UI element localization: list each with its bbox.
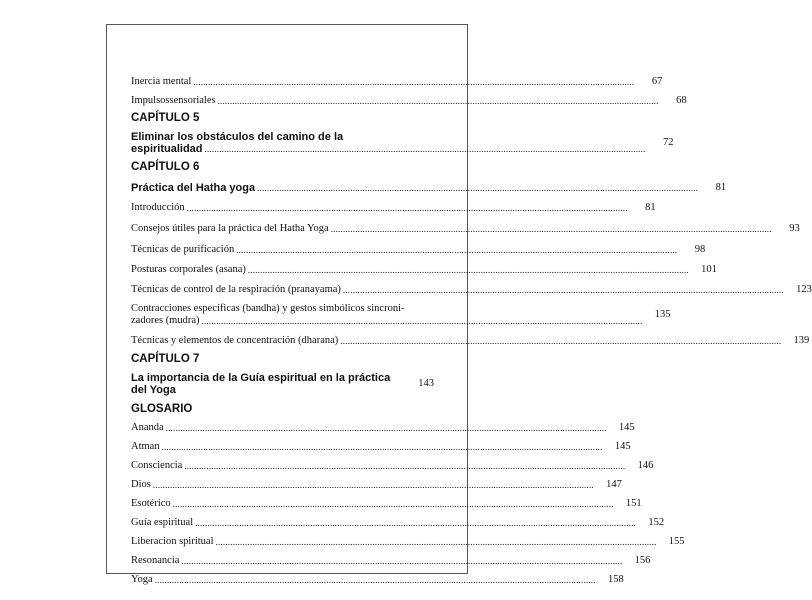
leader-dots [166,422,607,434]
toc-entry-title: La importancia de la Guía espiritual en la práctica [131,372,391,384]
toc-entry-title: Consejos útiles para la práctica del Hatha Yoga [131,223,329,234]
glossary-heading: GLOSARIO [131,403,193,415]
toc-entry-title: Técnicas de purificación [131,244,235,255]
glossary-entry [131,555,651,567]
toc-entry [131,131,674,155]
leader-dots [216,536,657,548]
leader-dots [343,284,784,296]
toc-entry-title: Técnicas y elementos de concentración (dharana) [131,335,339,346]
toc-entry [131,202,656,214]
toc-entry [131,76,663,88]
toc-entry-title: Introducción [131,202,185,213]
toc-entry-page: 123 [796,284,812,295]
leader-dots [257,182,698,194]
toc-entry-page: 93 [789,223,800,234]
leader-dots [187,202,628,214]
table-of-contents [131,49,812,586]
toc-entry-page: 68 [676,95,687,106]
glossary-entry-title: Consciencia [131,460,183,471]
toc-entry-title: Contracciones específicas (bandha) y gestos simbólicos sincroni- [131,303,405,314]
leader-dots [162,441,603,453]
glossary-entry-title: Atman [131,441,160,452]
toc-entry-page: 135 [654,309,671,320]
toc-entry-title: Práctica del Hatha yoga [131,182,256,194]
glossary-entry [131,498,642,510]
leader-dots [153,479,594,491]
toc-entry-title-cont: espiritualidad [131,143,203,155]
toc-entry-page: 101 [701,264,717,275]
glossary-entry-title: Ananda [131,422,164,433]
toc-entry [131,223,800,235]
book-page [106,24,812,585]
glossary-entry-page: 151 [625,498,642,509]
toc-entry-page: 67 [651,76,663,87]
chapter-heading: CAPÍTULO 7 [131,353,200,365]
leader-dots [181,555,622,567]
chapter-heading: CAPÍTULO 5 [131,112,200,124]
toc-entry-page: 98 [694,244,706,255]
toc-entry-title-cont: del Yoga [131,384,176,396]
toc-entry-page: 139 [793,335,810,346]
toc-entry-title: Posturas corporales (asana) [131,264,246,275]
toc-entry-title: Inercia mental [131,76,192,87]
toc-entry [131,182,727,194]
leader-dots [173,498,614,510]
toc-entry [131,264,717,276]
toc-entry-title: Eliminar los obstáculos del camino de la [131,131,344,143]
toc-entry-title-cont: zadores (mudra) [131,315,200,326]
glossary-entry [131,574,624,586]
chapter-heading: CAPÍTULO 6 [131,161,200,173]
glossary-entry-page: 146 [637,460,654,471]
glossary-entry-page: 155 [668,536,685,547]
leader-dots [248,264,689,276]
glossary-entry-page: 147 [606,479,622,490]
glossary-entry-page: 156 [634,555,651,566]
glossary-entry-page: 145 [618,422,635,433]
leader-dots [184,460,625,472]
glossary-entry-title: Liberacion spiritual [131,536,214,547]
toc-entry-page: 72 [663,137,674,148]
glossary-entry-title: Esotérico [131,498,171,509]
toc-entry-page: 81 [645,202,656,213]
leader-dots [202,315,643,327]
glossary-entry-title: Resonancia [131,555,180,566]
leader-dots [155,574,596,586]
glossary-entry-title: Dios [131,479,151,490]
toc-entry [131,372,434,396]
leader-dots [218,95,659,107]
glossary-entry-page: 152 [648,517,665,528]
leader-dots [205,143,646,155]
leader-dots [236,244,677,256]
toc-entry-page: 81 [715,182,727,193]
glossary-entry-page: 158 [607,574,624,585]
glossary-entry-title: Guía espiritual [131,517,194,528]
glossary-entry-title: Yoga [131,574,153,585]
leader-dots [193,76,634,88]
glossary-entry [131,441,631,453]
toc-entry [131,303,671,327]
toc-entry [131,244,706,256]
glossary-entry-page: 145 [614,441,631,452]
toc-entry-page: 143 [418,378,434,389]
leader-dots [331,223,772,235]
glossary-entry [131,460,654,472]
toc-entry-title: Impulsossensoriales [131,95,216,106]
glossary-entry [131,517,665,529]
leader-dots [195,517,636,529]
glossary-entry [131,422,635,434]
glossary-entry [131,479,622,491]
leader-dots [340,335,781,347]
toc-entry [131,284,812,296]
toc-entry [131,95,687,107]
toc-entry-title: Técnicas de control de la respiración (pranayama) [131,284,341,295]
toc-entry [131,335,810,347]
glossary-entry [131,536,685,548]
